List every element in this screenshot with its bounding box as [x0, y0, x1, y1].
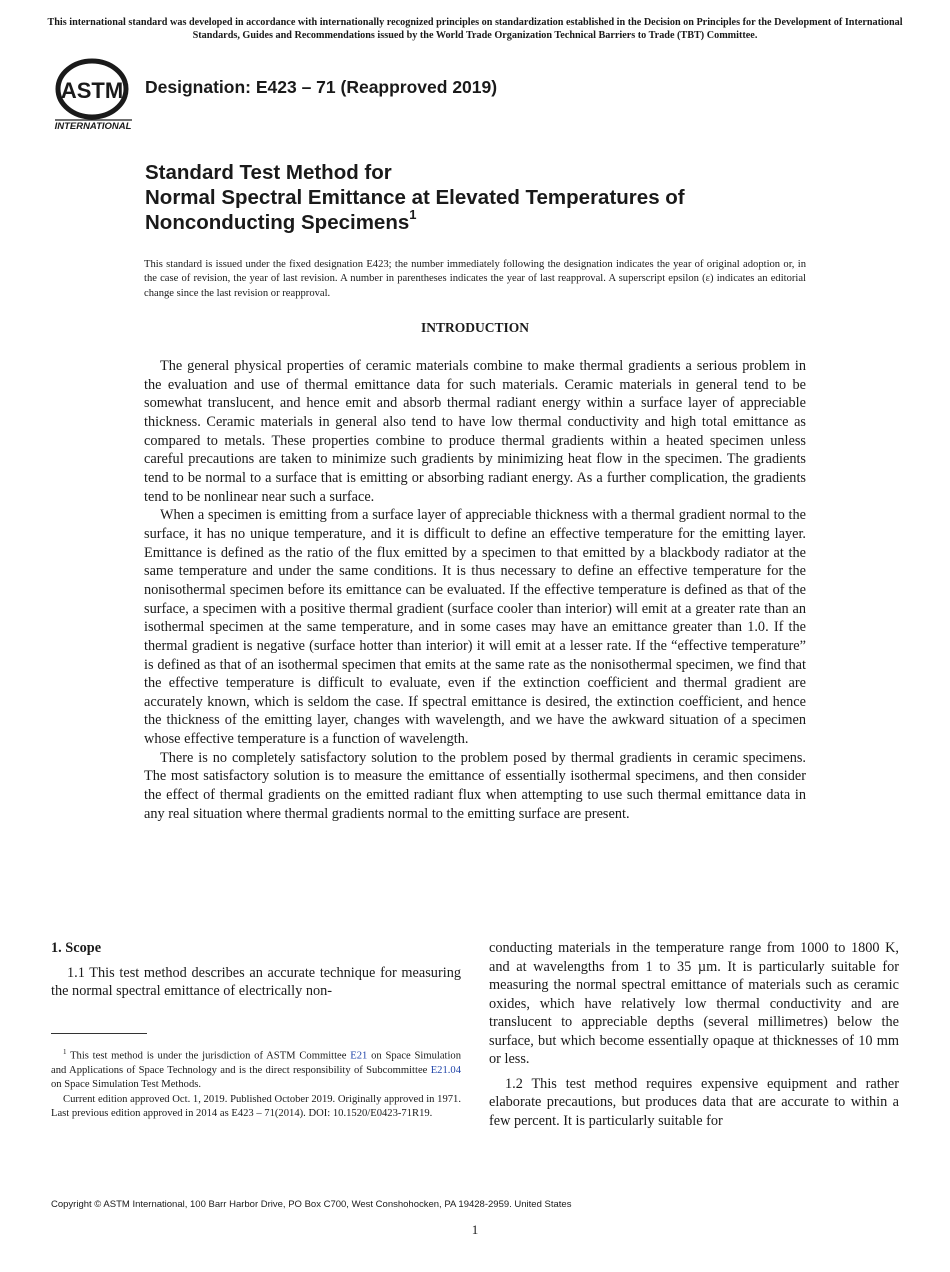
title-line-1: Standard Test Method for	[145, 161, 392, 184]
scope-1-1-continued: conducting materials in the temperature range from 1000 to 1800 K, and at wavelengths from 1 to 35 µm. It is particularly suitable for measuring the normal spectral emittance of materials such as ceramic oxides, which have relatively low thermal conductivity and are translucent to appreciable depths (several millimetres) below the surface, but which become essentially opaque at thicknesses of 10 mm or less.	[489, 940, 899, 1067]
scope-1-2: 1.2 This test method requires expensive equipment and rather elaborate precautions, but produces data that are accurate to within a few percent. It is particularly suitable for	[489, 1075, 899, 1129]
copyright: Copyright © ASTM International, 100 Barr Harbor Drive, PO Box C700, West Conshohocken, PA 19428-2959. United States	[51, 1199, 572, 1210]
logo-text-top: ASTM	[60, 78, 124, 103]
footnotes	[51, 1045, 461, 1123]
committee-e21-link[interactable]: E21	[350, 1050, 368, 1062]
footnote-edition: Current edition approved Oct. 1, 2019. Published October 2019. Originally approved in 1971. Last previous edition approved in 2014 as E423 – 71(2014). DOI: 10.1520/E0423-71R19.	[51, 1094, 461, 1120]
introduction-heading: INTRODUCTION	[420, 320, 529, 335]
scope-1-1-start: 1.1 This test method describes an accurate technique for measuring the normal spectral emittance of electrically non-	[51, 964, 461, 999]
title-footnote-mark: 1	[409, 207, 417, 223]
footnote-1-text-b: on Space Simulation and Applications of Space Technology and is the direct responsibility of Subcommittee	[51, 1050, 461, 1076]
footnote-1-mark: 1	[63, 1048, 67, 1056]
left-column	[51, 939, 461, 1001]
subcommittee-e21-04-link[interactable]: E21.04	[430, 1064, 461, 1076]
title-line-3	[145, 207, 685, 235]
scope-heading: 1. Scope	[51, 940, 102, 956]
title-line-2: Normal Spectral Emittance at Elevated Temperatures of	[145, 186, 685, 209]
intro-paragraph: There is no completely satisfactory solution to the problem posed by thermal gradients in ceramic specimens. The most satisfactory solution is to measure the emittance of essentially isothermal specimens, and then consider the effect of thermal gradients on the emitted radiant flux when attempting to use such thermal emittance data in any real situation where thermal gradients normal to the emitting surface are present.	[144, 749, 806, 822]
astm-logo-icon	[52, 58, 134, 132]
introduction-body	[144, 357, 806, 823]
logo-text-bottom: INTERNATIONAL	[54, 121, 132, 132]
footnote-1-text-a: This test method is under the jurisdiction of ASTM Committee	[70, 1050, 347, 1062]
standard-note: This standard is issued under the fixed designation E423; the number immediately following the designation indicates the year of original adoption or, in the case of revision, the year of last revision. A number in parentheses indicates the year of last reapproval. A superscript epsilon (ε) indicates an editorial change since the last revision or reapproval.	[144, 259, 806, 299]
document-title	[145, 160, 685, 235]
designation: Designation: E423 – 71 (Reapproved 2019)	[145, 77, 498, 97]
title-line-3-text: Nonconducting Specimens	[145, 211, 410, 234]
intro-paragraph: The general physical properties of ceramic materials combine to make thermal gradients a serious problem in the evaluation and use of thermal emittance data for such materials. Ceramic materials in general tend to be somewhat translucent, and hence emit and absorb thermal radiant energy within a surface layer of appreciable thickness. Ceramic materials in general also tend to have low thermal conductivity and high total emittance as compared to metals. These properties combine to produce thermal gradients within a heated specimen unless careful precautions are taken to minimize such gradients by minimizing heat flow in the specimen. The gradients tend to be normal to a surface that is emitting or absorbing radiant energy. As a further complication, the gradients tend to be nonlinear near such a surface.	[144, 358, 806, 505]
astm-logo	[52, 58, 134, 132]
footnote-1-text-c: on Space Simulation Test Methods.	[51, 1078, 202, 1090]
page-number: 1	[471, 1222, 479, 1237]
footnote-1	[51, 1045, 461, 1092]
intro-paragraph: When a specimen is emitting from a surface layer of appreciable thickness with a thermal gradient normal to the surface, it has no unique temperature, and it is difficult to define an effective temperature for the emitting layer. Emittance is defined as the ratio of the flux emitted by a specimen to that emitted by a blackbody radiator at the same temperature and under the same conditions. It is thus necessary to define an effective temperature for the nonisothermal specimen before its emittance can be evaluated. If the effective temperature is defined as that of the surface, a specimen with a positive thermal gradient (surface cooler than interior) will emit at a greater rate than an isothermal specimen at the same temperature, and in some cases may have an emittance greater than 1.0. If the thermal gradient is negative (surface hotter than interior) it will emit at a lesser rate. If the “effective temperature” is defined as that of an isothermal specimen that emits at the same rate as the nonisothermal specimen, we find that the effective temperature is difficult to evaluate, even if the extinction coefficient and thermal gradient are accurately known, which is seldom the case. If spectral emittance is desired, the extinction coefficient, and hence the thickness of the emitting layer, changes with wavelength, and we have the awkward situation of a specimen whose effective temperature is a function of wavelength.	[144, 507, 806, 748]
standards-notice: This international standard was developed in accordance with internationally recognized principles on standardization established in the Decision on Principles for the Development of International Standards, Guides and Recommendations issued by the World Trade Organization Technical Barriers to Trade (TBT) Committee.	[47, 17, 903, 41]
footnote-divider	[51, 1033, 147, 1034]
right-column	[489, 939, 899, 1136]
